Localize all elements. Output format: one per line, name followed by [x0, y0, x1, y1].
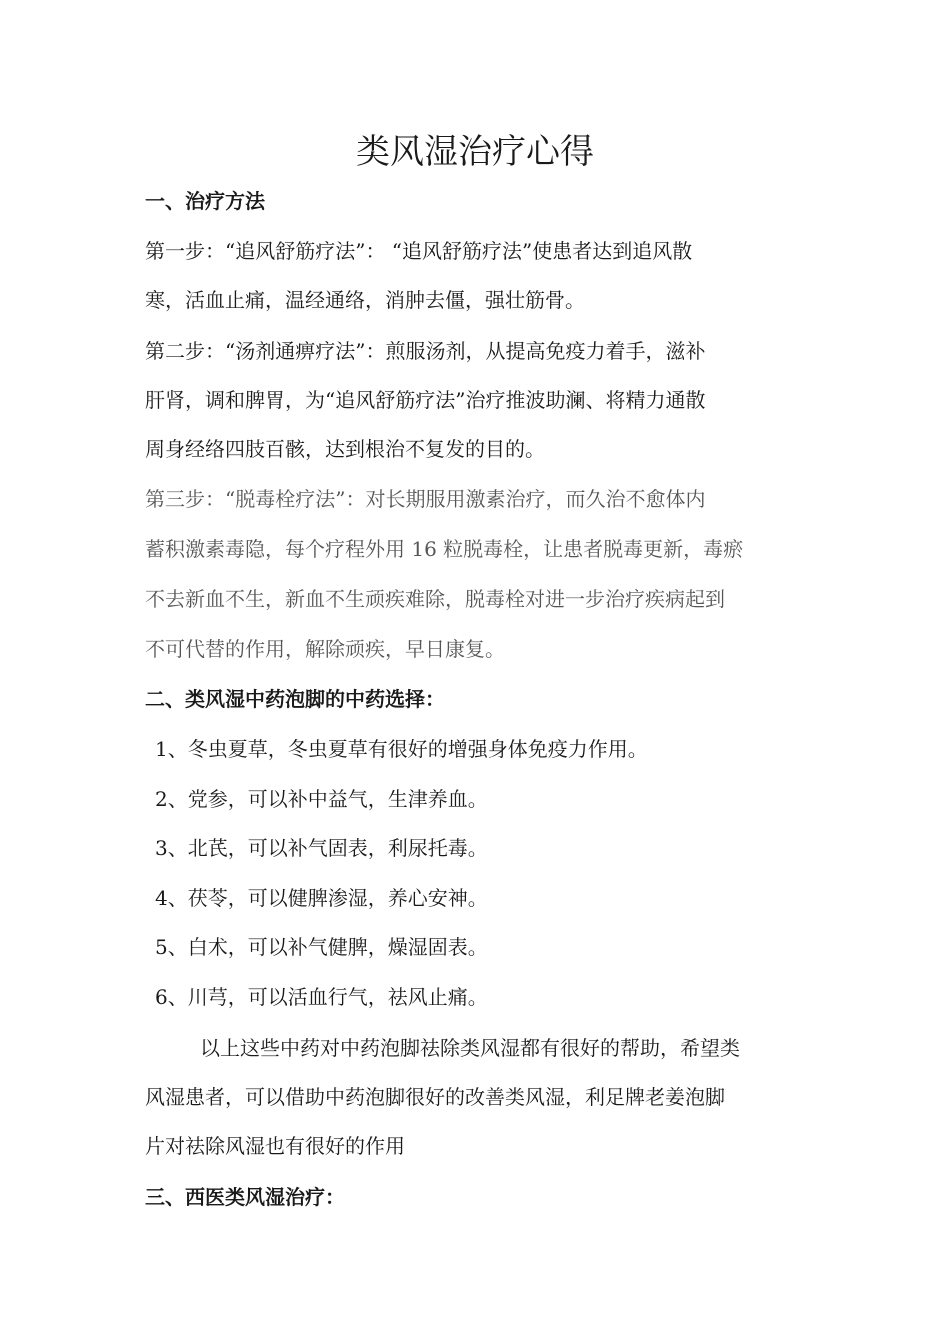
step3-line-3: 不去新血不生，新血不生顽疾难除，脱毒栓对进一步治疗疾病起到 — [145, 587, 725, 611]
herb-list-item: 2、党参，可以补中益气，生津养血。 — [155, 787, 488, 811]
herb-list-item: 3、北芪，可以补气固表，利尿托毒。 — [155, 836, 488, 860]
step3-line-2: 蓄积激素毒隐，每个疗程外用 16 粒脱毒栓，让患者脱毒更新，毒瘀 — [145, 537, 744, 561]
step3-line-4: 不可代替的作用，解除顽疾，早日康复。 — [145, 637, 505, 661]
herb-list-item: 6、川芎，可以活血行气，祛风止痛。 — [155, 985, 488, 1009]
summary-line-1: 以上这些中药对中药泡脚祛除类风湿都有很好的帮助，希望类 — [200, 1036, 740, 1060]
document-title: 类风湿治疗心得 — [356, 132, 594, 172]
step1-line-2: 寒，活血止痛，温经通络，消肿去僵，强壮筋骨。 — [145, 288, 585, 312]
section-heading-western-treatment: 三、西医类风湿治疗： — [145, 1185, 345, 1209]
summary-line-2: 风湿患者，可以借助中药泡脚很好的改善类风湿，利足牌老姜泡脚 — [145, 1085, 725, 1109]
herb-list-item: 4、茯苓，可以健脾渗湿，养心安神。 — [155, 886, 488, 910]
herb-list-item: 5、白术，可以补气健脾，燥湿固表。 — [155, 935, 488, 959]
herb-list-item: 1、冬虫夏草，冬虫夏草有很好的增强身体免疫力作用。 — [155, 737, 648, 761]
step3-line-1: 第三步：“脱毒栓疗法”：对长期服用激素治疗，而久治不愈体内 — [145, 487, 706, 511]
step2-line-3: 周身经络四肢百骸，达到根治不复发的目的。 — [145, 437, 545, 461]
step2-line-1: 第二步：“汤剂通痹疗法”：煎服汤剂，从提高免疫力着手，滋补 — [145, 339, 706, 363]
section-heading-herb-selection: 二、类风湿中药泡脚的中药选择： — [145, 687, 445, 711]
summary-line-3: 片对祛除风湿也有很好的作用 — [145, 1134, 405, 1158]
step2-line-2: 肝肾，调和脾胃，为“追风舒筋疗法”治疗推波助澜、将精力通散 — [145, 388, 706, 412]
step1-line-1: 第一步：“追风舒筋疗法”： “追风舒筋疗法”使患者达到追风散 — [145, 239, 693, 263]
section-heading-treatment-methods: 一、治疗方法 — [145, 189, 265, 213]
